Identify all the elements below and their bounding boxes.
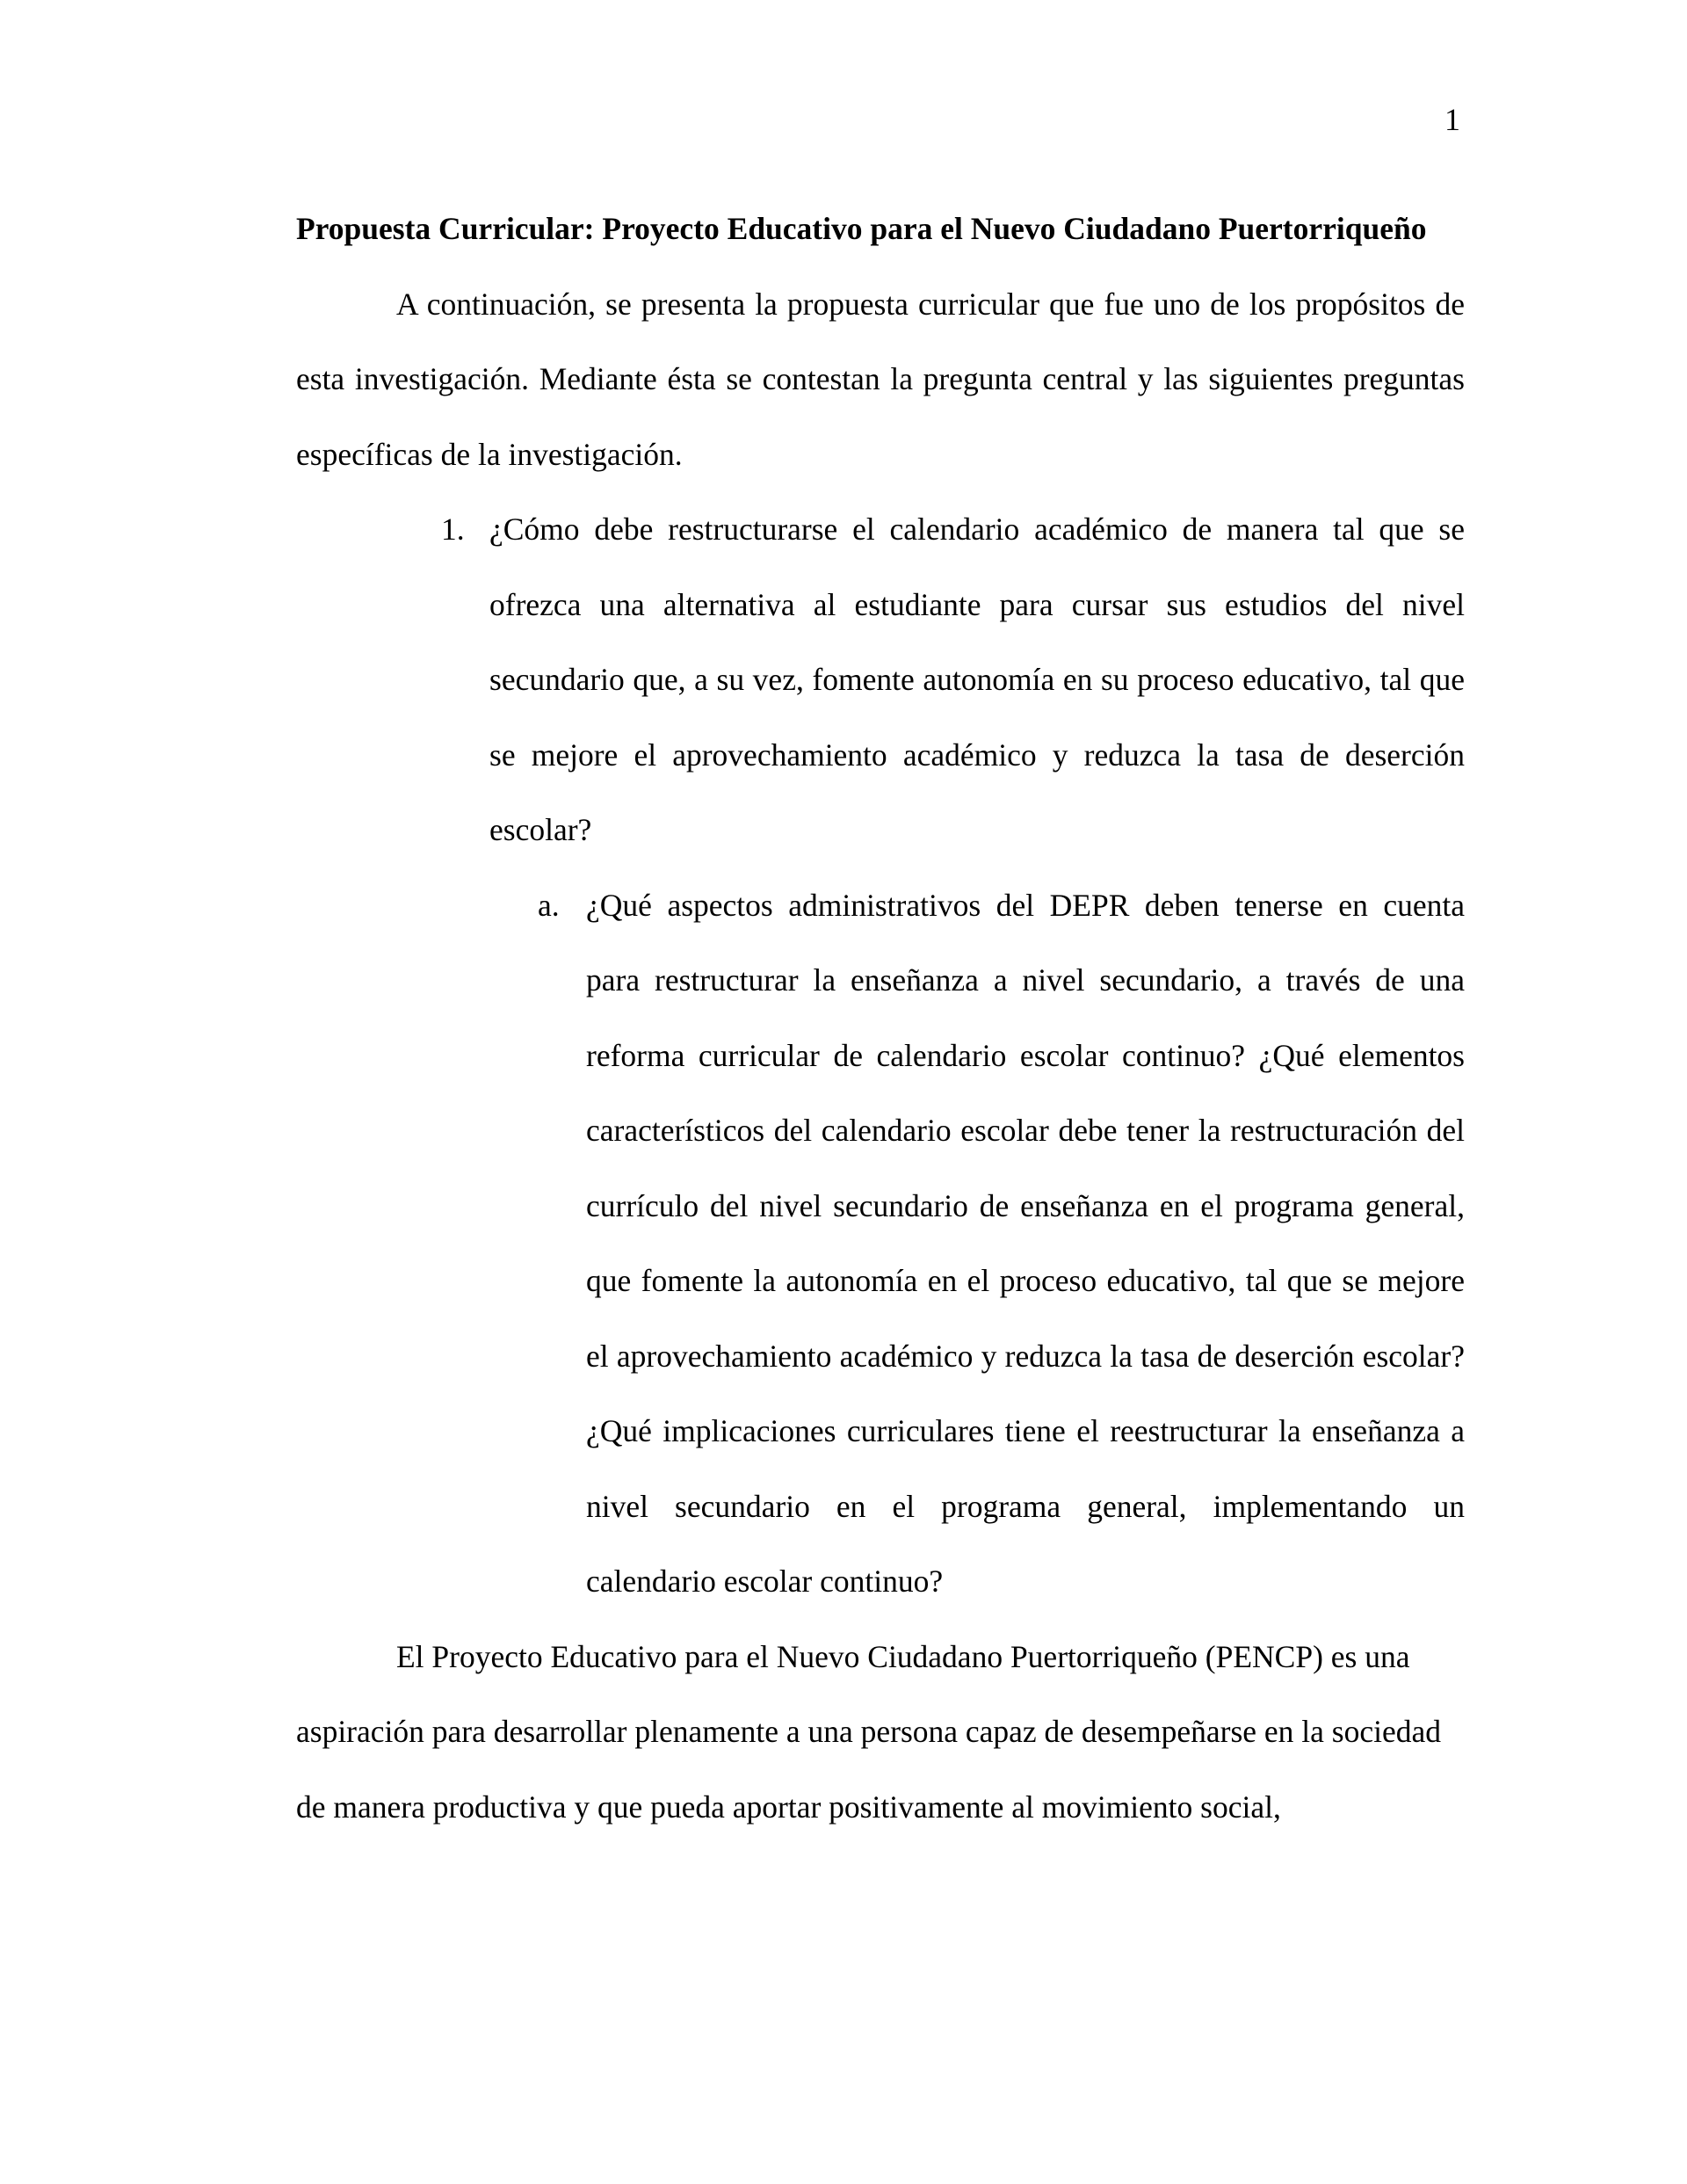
page-number: 1 — [1444, 102, 1460, 137]
intro-paragraph: A continuación, se presenta la propuesta curricular que fue uno de los propósitos de esta investigación. Mediante ésta se contestan la pregunta central y las siguientes preguntas específicas de la investigación. — [296, 286, 1465, 472]
document-body — [296, 192, 1465, 1845]
question-marker: 1. — [441, 512, 465, 547]
question-text: ¿Cómo debe restructurarse el calendario académico de manera tal que se ofrezca una alternativa al estudiante para cursar sus estudios del nivel secundario que, a su vez, fomente autonomía en su proceso educativo, tal que se mejore el aprovechamiento académico y reduzca la tasa de deserción escolar? — [489, 512, 1465, 847]
document-title: Propuesta Curricular: Proyecto Educativo para el Nuevo Ciudadano Puertorriqueño — [296, 211, 1427, 246]
question-item — [296, 492, 1465, 868]
sub-question-text: ¿Qué aspectos administrativos del DEPR deben tenerse en cuenta para restructurar la enseñanza a nivel secundario, a través de una reforma curricular de calendario escolar continuo? ¿Qué elementos característicos del calendario escolar debe tener la restructuración del currículo del nivel secundario de enseñanza en el programa general, que fomente la autonomía en el proceso educativo, tal que se mejore el aprovechamiento académico y reduzca la tasa de deserción escolar? ¿Qué implicaciones curriculares tiene el reestructurar la enseñanza a nivel secundario en el programa general, implementando un calendario escolar continuo? — [586, 887, 1465, 1599]
sub-question-marker: a. — [538, 887, 560, 923]
sub-question-item — [296, 868, 1465, 1620]
body-paragraph: El Proyecto Educativo para el Nuevo Ciudadano Puertorriqueño (PENCP) es una aspiración para desarrollar plenamente a una persona capaz de desempeñarse en la sociedad de manera productiva y que pueda aportar positivamente al movimiento social, — [296, 1638, 1441, 1825]
